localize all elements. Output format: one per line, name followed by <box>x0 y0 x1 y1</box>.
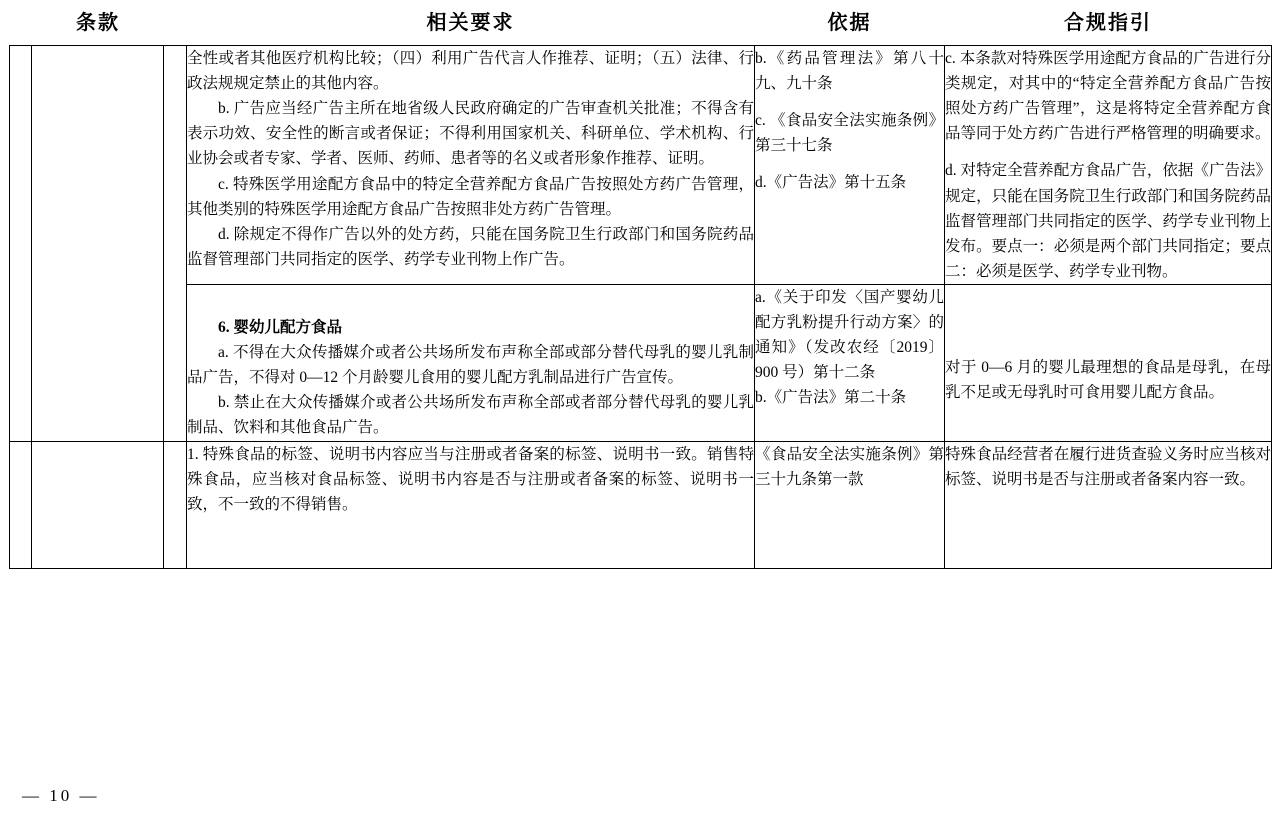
table-row <box>10 284 1272 441</box>
requirements-cell-1 <box>187 46 755 285</box>
header-basis: 依据 <box>755 0 945 46</box>
requirements-cell-2 <box>187 284 755 441</box>
guidance-cell-3 <box>945 441 1272 568</box>
req-para: 1. 特殊食品的标签、说明书内容应当与注册或者备案的标签、说明书一致。销售特殊食品，应当核对食品标签、说明书内容是否与注册或者备案的标签、说明书一致，不一致的不得销售。 <box>187 445 755 513</box>
basis-para: 《食品安全法实施条例》第三十九条第一款 <box>755 445 945 488</box>
guidance-para: d. 对特定全营养配方食品广告，依据《广告法》规定，只能在国务院卫生行政部门和国务院药品监督管理部门共同指定的医学、药学专业刊物上发布。要点一：必须是两个部门共同指定；要点二：必须是医学、药学专业刊物。 <box>945 162 1272 280</box>
basis-para: c. 《食品安全法实施条例》第三十七条 <box>755 112 945 155</box>
basis-cell-3 <box>755 441 945 568</box>
guidance-para: 特殊食品经营者在履行进货查验义务时应当核对标签、说明书是否与注册或者备案内容一致。 <box>945 445 1272 488</box>
clause-col-c-1 <box>164 46 187 442</box>
req-heading: 6. 婴幼儿配方食品 <box>218 318 343 336</box>
basis-para: a.《关于印发〈国产婴幼儿配方乳粉提升行动方案〉的通知》（发改农经〔2019〕900 号）第十二条 <box>755 288 945 382</box>
guidance-para: 对于 0—6 月的婴儿最理想的食品是母乳，在母乳不足或无母乳时可食用婴儿配方食品。 <box>945 358 1272 402</box>
guidance-cell-1 <box>945 46 1272 285</box>
req-para: 全性或者其他医疗机构比较；（四）利用广告代言人作推荐、证明；（五）法律、行政法规规定禁止的其他内容。 <box>187 50 755 93</box>
requirements-cell-3 <box>187 441 755 568</box>
req-para: b. 禁止在大众传播媒介或者公共场所发布声称全部或者部分替代母乳的婴儿乳制品、饮料和其他食品广告。 <box>187 394 755 437</box>
clause-col-b-2 <box>32 441 164 568</box>
req-para: a. 不得在大众传播媒介或者公共场所发布声称全部或部分替代母乳的婴儿乳制品广告，不得对 0—12 个月龄婴儿食用的婴儿配方乳制品进行广告宣传。 <box>187 344 755 387</box>
compliance-table <box>9 0 1272 569</box>
header-guidance: 合规指引 <box>945 0 1272 46</box>
clause-col-a-2 <box>10 441 32 568</box>
basis-para: d.《广告法》第十五条 <box>755 174 907 192</box>
basis-cell-1 <box>755 46 945 285</box>
table-row <box>10 46 1272 285</box>
table-row <box>10 441 1272 568</box>
clause-col-a-1 <box>10 46 32 442</box>
guidance-cell-2 <box>945 284 1272 441</box>
req-para: b. 广告应当经广告主所在地省级人民政府确定的广告审查机关批准；不得含有表示功效、安全性的断言或者保证；不得利用国家机关、科研单位、学术机构、行业协会或者专家、学者、医师、药师、患者等的名义或者形象作推荐、证明。 <box>187 100 755 168</box>
clause-col-c-2 <box>164 441 187 568</box>
basis-para: b.《广告法》第二十条 <box>755 389 907 407</box>
table-header <box>10 0 1272 46</box>
req-para: d. 除规定不得作广告以外的处方药，只能在国务院卫生行政部门和国务院药品监督管理部门共同指定的医学、药学专业刊物上作广告。 <box>187 225 755 268</box>
req-para: c. 特殊医学用途配方食品中的特定全营养配方食品广告按照处方药广告管理，其他类别的特殊医学用途配方食品广告按照非处方药广告管理。 <box>187 175 755 218</box>
header-requirements: 相关要求 <box>187 0 755 46</box>
basis-para: b.《药品管理法》第八十九、九十条 <box>755 50 945 93</box>
clause-col-b-1 <box>32 46 164 442</box>
guidance-para: c. 本条款对特殊医学用途配方食品的广告进行分类规定，对其中的“特定全营养配方食品广告按照处方药广告管理”，这是将特定全营养配方食品等同于处方药广告进行严格管理的明确要求。 <box>945 50 1272 143</box>
header-clause: 条款 <box>10 0 187 46</box>
basis-cell-2 <box>755 284 945 441</box>
page-footer: — 10 — <box>22 786 100 805</box>
